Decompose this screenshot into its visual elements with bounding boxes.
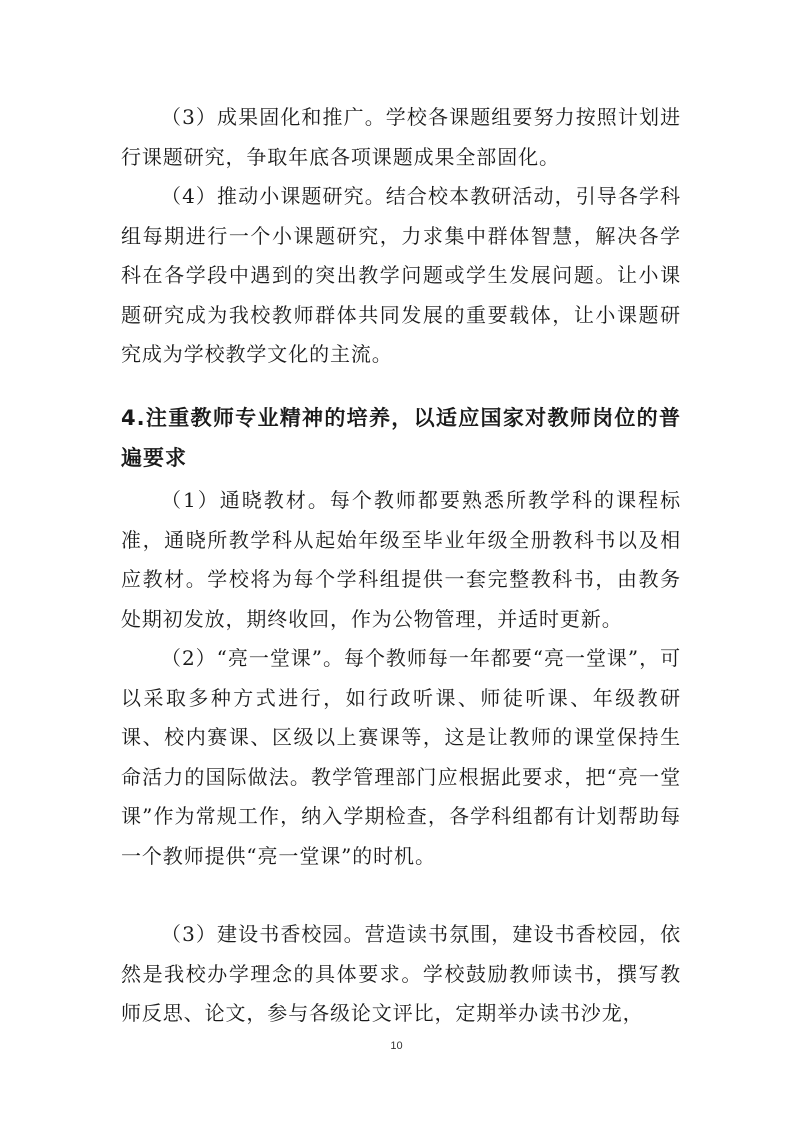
paragraph-results-consolidation: （3）成果固化和推广。学校各课题组要努力按照计划进行课题研究，争取年底各项课题成果全部固化。: [121, 105, 681, 169]
paragraph-showcase-lesson: （2）“亮一堂课”。每个教师每一年都要“亮一堂课”，可以采取多种方式进行，如行政听课、师徒听课、年级教研课、校内赛课、区级以上赛课等，这是让教师的课堂保持生命活力的国际做法。教学管理部门应根据此要求，把“亮一堂课”作为常规工作，纳入学期检查，各学科组都有计划帮助每一个教师提供“亮一堂课”的时机。: [121, 646, 681, 868]
section-heading: 4.注重教师专业精神的培养，以适应国家对教师岗位的普遍要求: [121, 406, 681, 470]
paragraph-small-topic-research: （4）推动小课题研究。结合校本教研活动，引导各学科组每期进行一个小课题研究，力求集中群体智慧，解决各学科在各学段中遇到的突出教学问题或学生发展问题。让小课题研究成为我校教师群体共同发展的重要载体，让小课题研究成为学校教学文化的主流。: [121, 184, 681, 367]
paragraph-scholarly-campus: （3）建设书香校园。营造读书氛围，建设书香校园，依然是我校办学理念的具体要求。学校鼓励教师读书，撰写教师反思、论文，参与各级论文评比，定期举办读书沙龙，: [121, 922, 681, 1026]
page-number: 10: [390, 1040, 403, 1052]
paragraph-textbook-mastery: （1）通晓教材。每个教师都要熟悉所教学科的课程标准，通晓所教学科从起始年级至毕业年级全册教科书以及相应教材。学校将为每个学科组提供一套完整教科书，由教务处期初发放，期终收回，作为公物管理，并适时更新。: [121, 488, 681, 631]
